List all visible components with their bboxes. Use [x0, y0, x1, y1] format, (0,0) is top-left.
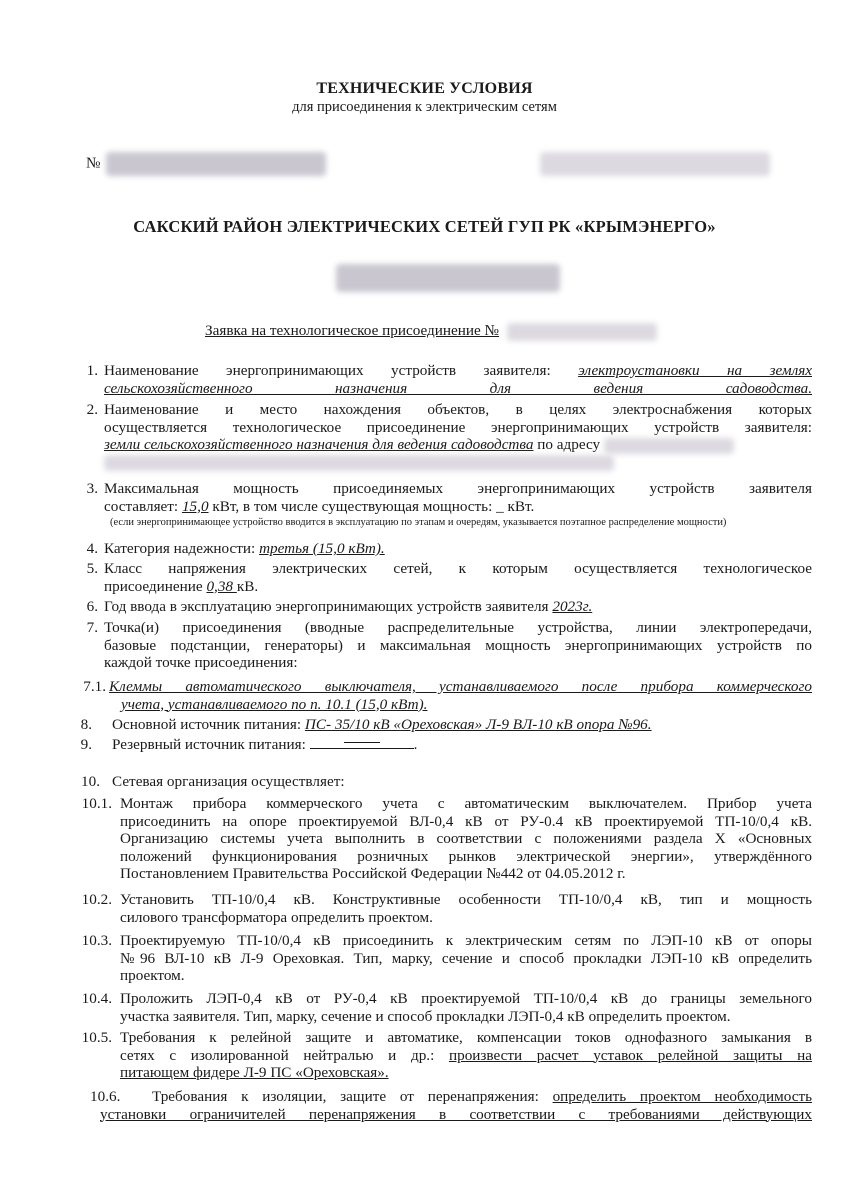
item-6	[104, 598, 812, 616]
item-10-number: 10.	[81, 773, 100, 790]
item-1-number: 1.	[86, 362, 98, 379]
redacted-address-b	[104, 455, 614, 471]
item-8-text: Основной источник питания:	[112, 716, 305, 733]
item-2-text-a: Наименование и место нахождения объектов, в целях электроснабжения которых	[104, 401, 812, 418]
item-4-number: 4.	[86, 540, 98, 557]
item-10-5	[120, 1029, 812, 1082]
item-7-text-b: базовые подстанции, генераторы) и максимальная мощность энергопринимающих устройств по	[104, 636, 812, 654]
item-8-number: 8.	[80, 716, 92, 733]
item-5-text-a: Класс напряжения электрических сетей, к которым осуществляется технологическое	[104, 560, 812, 577]
item-10-6-l2: установки ограничителей перенапряжения в соответствии с требованиями действующих	[100, 1105, 812, 1123]
item-10-3	[120, 932, 812, 985]
item-8	[112, 716, 812, 734]
item-10-3-l2: №96 ВЛ-10 кВ Л-9 Ореховкая. Тип, марку, сечение и способ прокладки ЛЭП-10 кВ определить	[120, 949, 812, 967]
item-4-text: Категория надежности:	[104, 540, 260, 557]
item-10-1-l5: Постановлением Правительства Российской Федерации №442 от 04.05.2012 г.	[120, 865, 626, 882]
item-5-text-b: присоединение	[104, 577, 207, 595]
item-4	[104, 540, 812, 558]
item-6-value: 2023г.	[552, 598, 593, 615]
item-1	[104, 362, 812, 397]
item-1-value: электроустановки на землях сельскохозяйственного назначения для ведения садоводства.	[104, 362, 812, 397]
item-10-2	[120, 891, 812, 926]
item-10-3-l3: проектом.	[120, 967, 185, 984]
item-9	[112, 736, 812, 754]
item-2-number: 2.	[86, 401, 98, 418]
item-5-value: 0,38	[206, 577, 237, 595]
item-10-1-l3: Организацию системы учета выполнить в соответствии с положениями раздела X «Основных	[120, 830, 812, 847]
item-9-text: Резервный источник питания:	[112, 736, 310, 753]
item-2	[104, 401, 812, 471]
item-10-1-l4: положений функционирования розничных рынков электрической энергии», утверждённого	[120, 847, 812, 865]
item-10-5-number: 10.5.	[81, 1029, 112, 1046]
document-subtitle: для присоединения к электрическим сетям	[292, 99, 557, 115]
item-10-2-number: 10.2.	[81, 891, 112, 908]
item-6-number: 6.	[86, 598, 98, 615]
item-10-6	[100, 1088, 812, 1123]
item-7-1	[109, 678, 812, 713]
item-9-blank	[310, 736, 414, 749]
item-1-text: Наименование энергопринимающих устройств заявителя:	[104, 362, 579, 379]
item-3-number: 3.	[86, 480, 98, 497]
item-10-2-l1: Установить ТП-10/0,4 кВ. Конструктивные особенности ТП-10/0,4 кВ, тип и мощность	[120, 891, 812, 908]
item-10-text: Сетевая организация осуществляет:	[112, 773, 345, 790]
item-10-1-l2: присоединить на опоре проектируемой ВЛ-0,4 кВ от РУ-0.4 кВ проектируемой ТП-10/0,4 кВ.	[120, 812, 812, 830]
application-line	[205, 322, 657, 341]
item-9-number: 9.	[80, 736, 92, 753]
item-3	[104, 480, 812, 515]
item-10-5-l3: питающем фидере Л-9 ПС «Ореховская».	[120, 1064, 389, 1081]
item-7-1-value-a: Клеммы автоматического выключателя, устанавливаемого после прибора коммерческого	[109, 678, 812, 695]
item-5-text-c: кВ.	[236, 577, 259, 595]
item-7	[104, 619, 812, 672]
document-title: ТЕХНИЧЕСКИЕ УСЛОВИЯ	[316, 80, 533, 97]
redacted-applicant	[336, 264, 560, 292]
item-6-text: Год ввода в эксплуатацию энергопринимающих устройств заявителя	[104, 598, 553, 615]
item-10-4-l2: участка заявителя. Тип, марку, сечение и способ прокладки ЛЭП-0,4 кВ определить проектом.	[120, 1007, 731, 1025]
item-10-5-l2b: произвести расчет уставок релейной защиты на	[448, 1046, 813, 1064]
applicant-name	[336, 264, 560, 292]
item-10-2-l2: силового трансформатора определить проектом.	[120, 908, 433, 926]
redacted-date	[540, 152, 770, 176]
item-7-number: 7.	[86, 619, 98, 636]
item-10-5-l2a: сетях с изолированной нейтралью и др.:	[120, 1046, 449, 1064]
document-date-row	[540, 152, 770, 176]
item-5-number: 5.	[86, 560, 98, 577]
item-7-1-number: 7.1.	[83, 678, 106, 695]
number-prefix: №	[86, 154, 101, 172]
item-10-1-number: 10.1.	[81, 795, 112, 812]
item-2-text-c: по адресу	[533, 436, 601, 453]
redacted-application-number	[507, 323, 657, 341]
organization-name: САКСКИЙ РАЙОН ЭЛЕКТРИЧЕСКИХ СЕТЕЙ ГУП РК «КРЫМЭНЕРГО»	[133, 217, 716, 236]
item-7-text-a: Точка(и) присоединения (вводные распределительные устройства, линии электропередачи,	[104, 619, 812, 636]
item-10-1	[120, 795, 812, 883]
item-10-3-number: 10.3.	[81, 932, 112, 949]
item-3-power-value: 15,0	[181, 497, 209, 515]
item-10-6-number: 10.6.	[90, 1088, 121, 1105]
item-2-value: земли сельскохозяйственного назначения для ведения садоводства	[104, 436, 534, 453]
item-2-text-b: осуществляется технологическое присоединение энергопринимающих устройств заявителя:	[104, 418, 812, 436]
item-10-6-l1b: определить проектом необходимость	[552, 1088, 813, 1105]
item-3-text-a: Максимальная мощность присоединяемых энергопринимающих устройств заявителя	[104, 480, 812, 497]
application-label: Заявка на технологическое присоединение №	[205, 322, 500, 339]
item-10-1-l1: Монтаж прибора коммерческого учета с автоматическим выключателем. Прибор учета	[120, 795, 812, 812]
item-8-value: ПС- 35/10 кВ «Ореховская» Л-9 ВЛ-10 кВ опора №96.	[304, 716, 652, 733]
item-10-4-l1: Проложить ЛЭП-0,4 кВ от РУ-0,4 кВ проектируемой ТП-10/0,4 кВ до границы земельного	[120, 990, 812, 1007]
document-number-row	[86, 152, 326, 176]
redacted-number	[106, 152, 326, 176]
item-7-text-c: каждой точке присоединения:	[104, 654, 298, 671]
item-7-1-value-b: учета, устанавливаемого по п. 10.1 (15,0 кВт).	[121, 695, 428, 713]
item-10-6-l1a: Требования к изоляции, защите от перенапряжения:	[152, 1088, 553, 1105]
item-3-note: (если энергопринимающее устройство вводится в эксплуатацию по этапам и очередям, указывается поэтапное распределение мощности)	[110, 517, 727, 528]
item-4-value: третья (15,0 кВт).	[259, 540, 385, 557]
item-3-text-c: кВт, в том числе существующая мощность: _ кВт.	[208, 497, 535, 515]
item-9-tail: .	[413, 736, 418, 753]
item-5	[104, 560, 812, 595]
item-10-5-l1: Требования к релейной защите и автоматике, компенсации токов однофазного замыкания в	[120, 1029, 812, 1046]
item-10-4	[120, 990, 812, 1025]
item-10-3-l1: Проектируемую ТП-10/0,4 кВ присоединить к электрическим сетям по ЛЭП-10 кВ от опоры	[120, 932, 812, 949]
item-3-text-b: составляет:	[104, 497, 182, 515]
redacted-address-a	[604, 438, 734, 454]
item-10-4-number: 10.4.	[81, 990, 112, 1007]
